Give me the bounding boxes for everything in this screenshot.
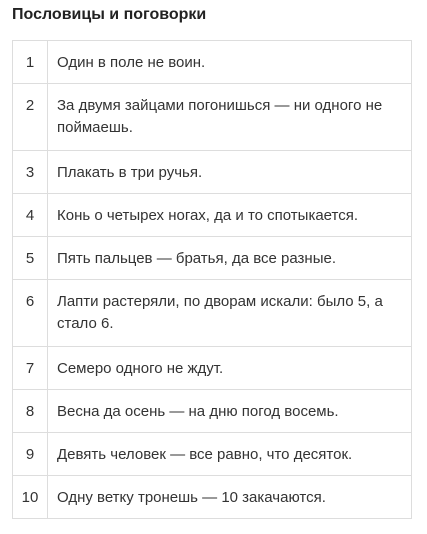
proverb-text: Один в поле не воин.: [48, 41, 412, 84]
table-row: [13, 237, 412, 280]
row-number: 8: [13, 390, 48, 433]
row-number: 4: [13, 194, 48, 237]
table-row: [13, 280, 412, 347]
row-number: 2: [13, 84, 48, 151]
table-row: [13, 41, 412, 84]
table-row: [13, 476, 412, 519]
row-number: 1: [13, 41, 48, 84]
row-number: 7: [13, 347, 48, 390]
proverb-text: Конь о четырех ногах, да и то спотыкается.: [48, 194, 412, 237]
table-row: [13, 84, 412, 151]
proverb-text: Пять пальцев — братья, да все разные.: [48, 237, 412, 280]
page-title: Пословицы и поговорки: [12, 6, 207, 23]
proverb-text: Девять человек — все равно, что десяток.: [48, 433, 412, 476]
proverb-text: Плакать в три ручья.: [48, 151, 412, 194]
table-row: [13, 347, 412, 390]
row-number: 9: [13, 433, 48, 476]
proverbs-table: [12, 40, 412, 519]
proverb-text: Семеро одного не ждут.: [48, 347, 412, 390]
table-row: [13, 433, 412, 476]
proverb-text: Весна да осень — на дню погод восемь.: [48, 390, 412, 433]
row-number: 10: [13, 476, 48, 519]
table-row: [13, 194, 412, 237]
row-number: 3: [13, 151, 48, 194]
table-row: [13, 151, 412, 194]
proverb-text: За двумя зайцами погонишься — ни одного не поймаешь.: [48, 84, 412, 151]
table-row: [13, 390, 412, 433]
proverb-text: Одну ветку тронешь — 10 закачаются.: [48, 476, 412, 519]
proverb-text: Лапти растеряли, по дворам искали: было 5, а стало 6.: [48, 280, 412, 347]
row-number: 6: [13, 280, 48, 347]
row-number: 5: [13, 237, 48, 280]
